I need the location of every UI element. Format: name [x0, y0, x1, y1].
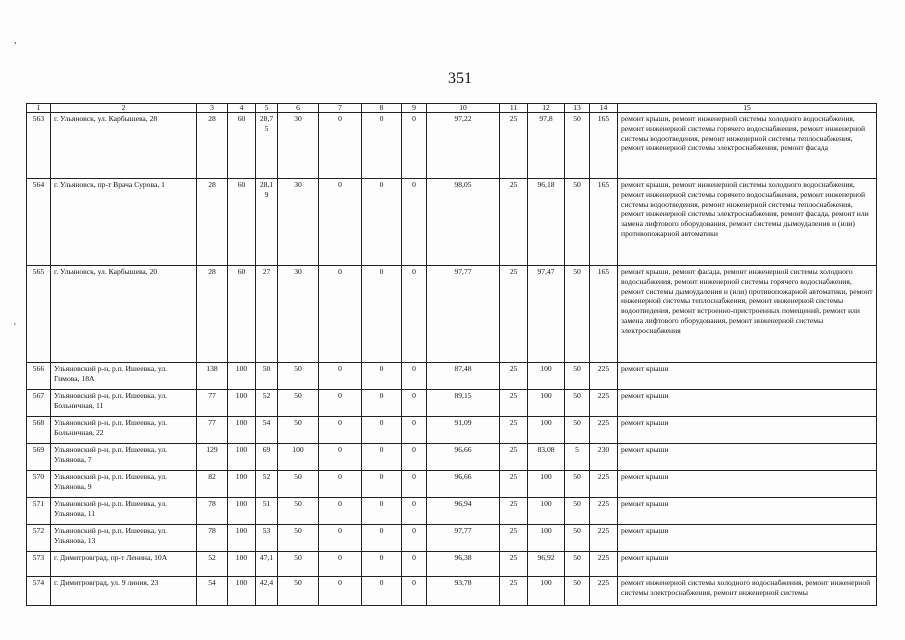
col10-value: 97,77 — [427, 525, 500, 552]
col13-value: 50 — [565, 498, 590, 525]
col-header: 13 — [565, 104, 590, 113]
col7-value: 0 — [319, 552, 362, 577]
col9-value: 0 — [402, 113, 427, 179]
col6-value: 30 — [278, 113, 319, 179]
scan-mark: , — [14, 35, 17, 46]
col3-value: 77 — [197, 417, 228, 444]
col3-value: 54 — [197, 577, 228, 606]
col9-value: 0 — [402, 266, 427, 363]
works-list: ремонт крыши — [618, 471, 877, 498]
col14-value: 225 — [590, 525, 618, 552]
col11-value: 25 — [500, 417, 528, 444]
row-number: 566 — [27, 363, 51, 390]
col10-value: 96,66 — [427, 444, 500, 471]
col12-value: 100 — [528, 498, 565, 525]
col14-value: 225 — [590, 417, 618, 444]
works-list: ремонт крыши — [618, 525, 877, 552]
col10-value: 87,48 — [427, 363, 500, 390]
col14-value: 225 — [590, 390, 618, 417]
col4-value: 100 — [228, 444, 256, 471]
row-number: 564 — [27, 179, 51, 266]
col11-value: 25 — [500, 179, 528, 266]
col4-value: 100 — [228, 498, 256, 525]
row-number: 571 — [27, 498, 51, 525]
table-row — [27, 444, 877, 471]
col3-value: 82 — [197, 471, 228, 498]
col9-value: 0 — [402, 417, 427, 444]
col14-value: 165 — [590, 113, 618, 179]
col11-value: 25 — [500, 471, 528, 498]
col12-value: 100 — [528, 390, 565, 417]
col7-value: 0 — [319, 390, 362, 417]
row-number: 568 — [27, 417, 51, 444]
col6-value: 50 — [278, 525, 319, 552]
col8-value: 0 — [362, 577, 402, 606]
table-row — [27, 417, 877, 444]
col5-value: 28,7 5 — [256, 113, 278, 179]
col5-value: 50 — [256, 363, 278, 390]
col-header: 15 — [618, 104, 877, 113]
col4-value: 60 — [228, 113, 256, 179]
col9-value: 0 — [402, 444, 427, 471]
col6-value: 50 — [278, 390, 319, 417]
col12-value: 100 — [528, 363, 565, 390]
col-header: 14 — [590, 104, 618, 113]
col11-value: 25 — [500, 113, 528, 179]
col-header: 3 — [197, 104, 228, 113]
works-list: ремонт крыши — [618, 390, 877, 417]
col11-value: 25 — [500, 266, 528, 363]
col5-value: 51 — [256, 498, 278, 525]
col14-value: 225 — [590, 471, 618, 498]
col7-value: 0 — [319, 266, 362, 363]
col3-value: 28 — [197, 113, 228, 179]
table-row — [27, 471, 877, 498]
col8-value: 0 — [362, 525, 402, 552]
col12-value: 100 — [528, 417, 565, 444]
col12-value: 97,8 — [528, 113, 565, 179]
col3-value: 28 — [197, 266, 228, 363]
col9-value: 0 — [402, 179, 427, 266]
works-list: ремонт крыши — [618, 552, 877, 577]
col9-value: 0 — [402, 363, 427, 390]
col5-value: 47,1 — [256, 552, 278, 577]
scan-mark: ' — [14, 322, 16, 333]
col14-value: 165 — [590, 266, 618, 363]
col4-value: 60 — [228, 179, 256, 266]
col6-value: 50 — [278, 417, 319, 444]
col7-value: 0 — [319, 577, 362, 606]
col5-value: 52 — [256, 471, 278, 498]
row-number: 573 — [27, 552, 51, 577]
col3-value: 138 — [197, 363, 228, 390]
col13-value: 50 — [565, 552, 590, 577]
col14-value: 225 — [590, 577, 618, 606]
col-header: 1 — [27, 104, 51, 113]
col8-value: 0 — [362, 471, 402, 498]
col8-value: 0 — [362, 552, 402, 577]
col10-value: 89,15 — [427, 390, 500, 417]
row-number: 563 — [27, 113, 51, 179]
col7-value: 0 — [319, 113, 362, 179]
col11-value: 25 — [500, 498, 528, 525]
address: Ульяновский р-н, р.п. Ишеевка, ул. Больничная, 11 — [51, 390, 197, 417]
col9-value: 0 — [402, 498, 427, 525]
address: Ульяновский р-н, р.п. Ишеевка, ул. Ульянова, 13 — [51, 525, 197, 552]
table-row — [27, 113, 877, 179]
col6-value: 50 — [278, 471, 319, 498]
col11-value: 25 — [500, 444, 528, 471]
col7-value: 0 — [319, 471, 362, 498]
col14-value: 225 — [590, 552, 618, 577]
col8-value: 0 — [362, 363, 402, 390]
works-list: ремонт крыши — [618, 363, 877, 390]
col-header: 11 — [500, 104, 528, 113]
col9-value: 0 — [402, 577, 427, 606]
col8-value: 0 — [362, 113, 402, 179]
works-list: ремонт крыши, ремонт инженерной системы холодного водоснабжения, ремонт инженерной системы горячего водоснабжения, ремонт инженерной системы водоотведения, ремонт инженерной системы теплоснабжения, ремонт инженерной системы электроснабжения, ремонт фасада — [618, 113, 877, 179]
works-list: ремонт крыши — [618, 498, 877, 525]
col6-value: 30 — [278, 179, 319, 266]
col8-value: 0 — [362, 179, 402, 266]
works-list: ремонт крыши, ремонт фасада, ремонт инженерной системы холодного водоснабжения, ремонт инженерной системы горячего водоснабжения, ремонт системы дымоудаления и (или) противопожарной автоматики, ремонт инженерной системы теплоснабжения, ремонт инженерной системы водоотведения, ремонт встроенно-пристроенных помещений, ремонт или замена лифтового оборудования, ремонт инженерной системы электроснабжения — [618, 266, 877, 363]
address: Ульяновский р-н, р.п. Ишеевка, ул. Ульянова, 7 — [51, 444, 197, 471]
row-number: 574 — [27, 577, 51, 606]
col6-value: 50 — [278, 552, 319, 577]
col12-value: 97,47 — [528, 266, 565, 363]
works-list: ремонт крыши — [618, 444, 877, 471]
col7-value: 0 — [319, 498, 362, 525]
col11-value: 25 — [500, 390, 528, 417]
col10-value: 96,94 — [427, 498, 500, 525]
col7-value: 0 — [319, 363, 362, 390]
address: Ульяновский р-н, р.п. Ишеевка, ул. Гимова, 18А — [51, 363, 197, 390]
col7-value: 0 — [319, 444, 362, 471]
col6-value: 50 — [278, 498, 319, 525]
table-row — [27, 390, 877, 417]
col6-value: 100 — [278, 444, 319, 471]
table-row — [27, 266, 877, 363]
col-header: 10 — [427, 104, 500, 113]
table-row — [27, 525, 877, 552]
col12-value: 100 — [528, 525, 565, 552]
col8-value: 0 — [362, 390, 402, 417]
page-number: 351 — [448, 70, 472, 87]
col13-value: 50 — [565, 266, 590, 363]
col10-value: 96,66 — [427, 471, 500, 498]
table-row — [27, 577, 877, 606]
address: г. Ульяновск, ул. Карбышева, 28 — [51, 113, 197, 179]
col13-value: 50 — [565, 417, 590, 444]
col3-value: 129 — [197, 444, 228, 471]
col8-value: 0 — [362, 444, 402, 471]
col7-value: 0 — [319, 179, 362, 266]
col7-value: 0 — [319, 417, 362, 444]
col11-value: 25 — [500, 577, 528, 606]
col8-value: 0 — [362, 498, 402, 525]
col9-value: 0 — [402, 552, 427, 577]
col7-value: 0 — [319, 525, 362, 552]
col13-value: 50 — [565, 577, 590, 606]
col6-value: 50 — [278, 577, 319, 606]
col-header: 9 — [402, 104, 427, 113]
col-header: 4 — [228, 104, 256, 113]
col14-value: 230 — [590, 444, 618, 471]
col5-value: 27 — [256, 266, 278, 363]
works-table — [26, 103, 877, 606]
col14-value: 225 — [590, 363, 618, 390]
col5-value: 53 — [256, 525, 278, 552]
col13-value: 5 — [565, 444, 590, 471]
col3-value: 78 — [197, 525, 228, 552]
col4-value: 100 — [228, 552, 256, 577]
address: Ульяновский р-н, р.п. Ишеевка, ул. Ульянова, 11 — [51, 498, 197, 525]
row-number: 565 — [27, 266, 51, 363]
col12-value: 96,92 — [528, 552, 565, 577]
works-list: ремонт крыши, ремонт инженерной системы холодного водоснабжения, ремонт инженерной системы горячего водоснабжения, ремонт инженерной системы водоотведения, ремонт инженерной системы теплоснабжения, ремонт инженерной системы электроснабжения, ремонт фасада, ремонт или замена лифтового оборудования, ремонт системы дымоудаления и (или) противопожарной автоматики — [618, 179, 877, 266]
col11-value: 25 — [500, 363, 528, 390]
row-number: 570 — [27, 471, 51, 498]
table-row — [27, 179, 877, 266]
col5-value: 69 — [256, 444, 278, 471]
address: г. Димитровград, ул. 9 линия, 23 — [51, 577, 197, 606]
col9-value: 0 — [402, 471, 427, 498]
col12-value: 100 — [528, 577, 565, 606]
col-header: 5 — [256, 104, 278, 113]
address: г. Димитровград, пр-т Ленина, 10А — [51, 552, 197, 577]
col4-value: 100 — [228, 390, 256, 417]
col3-value: 78 — [197, 498, 228, 525]
col4-value: 100 — [228, 417, 256, 444]
col4-value: 100 — [228, 577, 256, 606]
col8-value: 0 — [362, 266, 402, 363]
row-number: 569 — [27, 444, 51, 471]
col4-value: 60 — [228, 266, 256, 363]
col13-value: 50 — [565, 363, 590, 390]
row-number: 572 — [27, 525, 51, 552]
table-row — [27, 363, 877, 390]
col4-value: 100 — [228, 363, 256, 390]
col4-value: 100 — [228, 471, 256, 498]
col12-value: 96,18 — [528, 179, 565, 266]
col8-value: 0 — [362, 417, 402, 444]
col5-value: 28,1 9 — [256, 179, 278, 266]
col-header: 7 — [319, 104, 362, 113]
header-row — [27, 104, 877, 113]
col11-value: 25 — [500, 525, 528, 552]
col-header: 8 — [362, 104, 402, 113]
col-header: 2 — [51, 104, 197, 113]
works-list: ремонт крыши — [618, 417, 877, 444]
col4-value: 100 — [228, 525, 256, 552]
col3-value: 28 — [197, 179, 228, 266]
col9-value: 0 — [402, 525, 427, 552]
col9-value: 0 — [402, 390, 427, 417]
table-row — [27, 552, 877, 577]
col5-value: 52 — [256, 390, 278, 417]
col10-value: 97,22 — [427, 113, 500, 179]
col13-value: 50 — [565, 525, 590, 552]
col14-value: 225 — [590, 498, 618, 525]
col3-value: 52 — [197, 552, 228, 577]
col10-value: 93,78 — [427, 577, 500, 606]
col13-value: 50 — [565, 113, 590, 179]
col6-value: 50 — [278, 363, 319, 390]
col6-value: 30 — [278, 266, 319, 363]
col3-value: 77 — [197, 390, 228, 417]
col10-value: 91,09 — [427, 417, 500, 444]
col11-value: 25 — [500, 552, 528, 577]
col5-value: 42,4 — [256, 577, 278, 606]
col10-value: 96,38 — [427, 552, 500, 577]
col13-value: 50 — [565, 390, 590, 417]
address: г. Ульяновск, пр-т Врача Сурова, 1 — [51, 179, 197, 266]
works-list: ремонт инженерной системы холодного водоснабжения, ремонт инженерной системы электроснабжения, ремонт инженерной системы — [618, 577, 877, 606]
col-header: 6 — [278, 104, 319, 113]
col10-value: 97,77 — [427, 266, 500, 363]
col12-value: 100 — [528, 471, 565, 498]
col5-value: 54 — [256, 417, 278, 444]
col14-value: 165 — [590, 179, 618, 266]
table-row — [27, 498, 877, 525]
col10-value: 98,05 — [427, 179, 500, 266]
col12-value: 83,08 — [528, 444, 565, 471]
address: Ульяновский р-н, р.п. Ишеевка, ул. Больничная, 22 — [51, 417, 197, 444]
col13-value: 50 — [565, 471, 590, 498]
address: г. Ульяновск, ул. Карбышева, 20 — [51, 266, 197, 363]
col13-value: 50 — [565, 179, 590, 266]
col-header: 12 — [528, 104, 565, 113]
row-number: 567 — [27, 390, 51, 417]
address: Ульяновский р-н, р.п. Ишеевка, ул. Ульянова, 9 — [51, 471, 197, 498]
